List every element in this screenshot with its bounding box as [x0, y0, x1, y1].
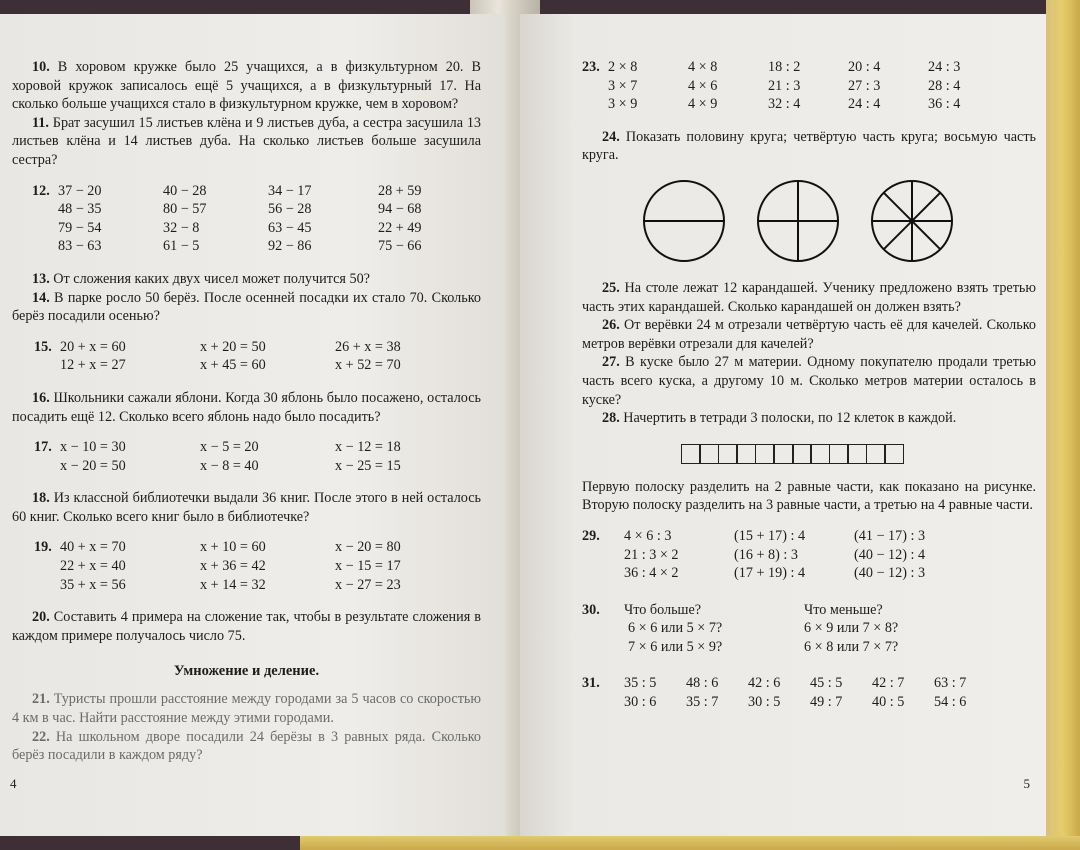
right-page — [520, 14, 1046, 836]
circles-figure — [642, 179, 1036, 263]
problem-22: 22. На школьном дворе посадили 24 берёзы в 3 равных ряда. Сколько берёз посадили в каждом ряду? — [12, 728, 481, 764]
problem-31: 31. 35 : 5 48 : 6 42 : 6 45 : 5 42 : 7 63 : 7 30 : 6 35 : 7 30 : 5 49 : 7 40 : 5 54 : 6 — [582, 675, 967, 711]
problem-12: 12. 37 − 20 40 − 28 34 − 17 28 + 59 48 − 35 80 − 57 56 − 28 94 − 68 79 − 54 32 − 8 63 − 45 22 + 49 83 − 63 61 − 5 92 − 86 75 − 66 — [32, 182, 422, 255]
book-cover-bottom — [300, 836, 1080, 850]
problem-17: 17. x − 10 = 30 x − 5 = 20 x − 12 = 18 x − 20 = 50 x − 8 = 40 x − 25 = 15 — [34, 439, 401, 474]
page-number-left: 4 — [10, 776, 17, 791]
quarter-circle-figure — [756, 179, 840, 263]
page-number-right: 5 — [1023, 776, 1030, 791]
section-heading: Умножение и деление. — [173, 663, 320, 680]
problem-21: 21. Туристы прошли расстояние между городами за 5 часов со скоростью 4 км в час. Найти расстояние между этими городами. — [12, 691, 482, 727]
problem-14: 14. В парке росло 50 берёз. После осенней посадки их стало 70. Сколько берёз посадили осенью? — [12, 289, 481, 325]
book-cover-edge — [1046, 0, 1080, 850]
problem-19: 19. 40 + x = 70 x + 10 = 60 x − 20 = 80 22 + x = 40 x + 36 = 42 x − 15 = 17 35 + x = 56 x + 14 = 32 x − 27 = 23 — [34, 539, 401, 593]
half-circle-figure — [642, 179, 726, 263]
problem-10: 10. В хоровом кружке было 25 учащихся, а в физкультурном 20. В хоровой кружок записалось ещё 5 учащихся, а в физкультурный 17. На сколько больше учащихся стало в физкультурном кружке, чем в хоровом? — [12, 59, 481, 113]
problem-26: 26. От верёвки 24 м отрезали четвёртую часть её для качелей. Сколько метров верёвки отрезали для качелей? — [582, 317, 1036, 352]
problem-18: 18. Из классной библиотечки выдали 36 книг. После этого в ней осталось 60 книг. Сколько всего книг было в библиотечке? — [12, 490, 482, 525]
problem-29: 29. 4 × 6 : 3 (15 + 17) : 4 (41 − 17) : 3 21 : 3 × 2 (16 + 8) : 3 (40 − 12) : 4 36 : 4 × 2 (17 + 19) : 4 (40 − 12) : 3 — [582, 527, 926, 582]
problem-15: 15. 20 + x = 60 x + 20 = 50 26 + x = 38 12 + x = 27 x + 45 = 60 x + 52 = 70 — [34, 338, 401, 374]
problem-20: 20. Составить 4 примера на сложение так, чтобы в результате сложения в каждом примере получалось число 75. — [12, 609, 482, 644]
problem-27: 27. В куске было 27 м материи. Одному покупателю продали третью часть всего куска, а другому 10 м. Сколько метров материи осталось в куске? — [582, 354, 1036, 408]
problem-13: 13. От сложения каких двух чисел может получится 50? — [32, 270, 370, 287]
strip-figure — [682, 444, 1036, 464]
eighth-circle-figure — [870, 179, 954, 263]
problem-11: 11. Брат засушил 15 листьев клёна и 9 листьев дуба, а сестра засушила 13 листьев клёна и 14 листьев дуба. На сколько листьев больше засушила сестра? — [12, 114, 482, 168]
problem-25: 25. На столе лежат 12 карандашей. Ученику предложено взять третью часть этих карандашей. Сколько карандашей он должен взять? — [582, 279, 1037, 315]
problem-28-description: Первую полоску разделить на 2 равные части, как показано на рисунке. Вторую полоску разделить на 3 равные части, а третью на 4 равные части. — [582, 478, 1036, 514]
problem-30: 30. Что больше? Что меньше? 6 × 6 или 5 × 7? 6 × 9 или 7 × 8? 7 × 6 или 5 × 9? 6 × 8 или 7 × 7? — [582, 601, 899, 655]
left-page — [0, 14, 505, 836]
problem-28: 28. Начертить в тетради 3 полоски, по 12 клеток в каждой. — [602, 410, 957, 427]
problem-24: 24. Показать половину круга; четвёртую часть круга; восьмую часть круга. — [582, 128, 1037, 164]
problem-16: 16. Школьники сажали яблони. Когда 30 яблонь было посажено, осталось посадить ещё 12. Сколько всего яблонь надо было посадить? — [12, 389, 482, 425]
problem-23: 23. 2 × 8 4 × 8 18 : 2 20 : 4 24 : 3 3 × 7 4 × 6 21 : 3 27 : 3 28 : 4 3 × 9 4 × 9 32 : 4 24 : 4 36 : 4 — [582, 59, 961, 113]
